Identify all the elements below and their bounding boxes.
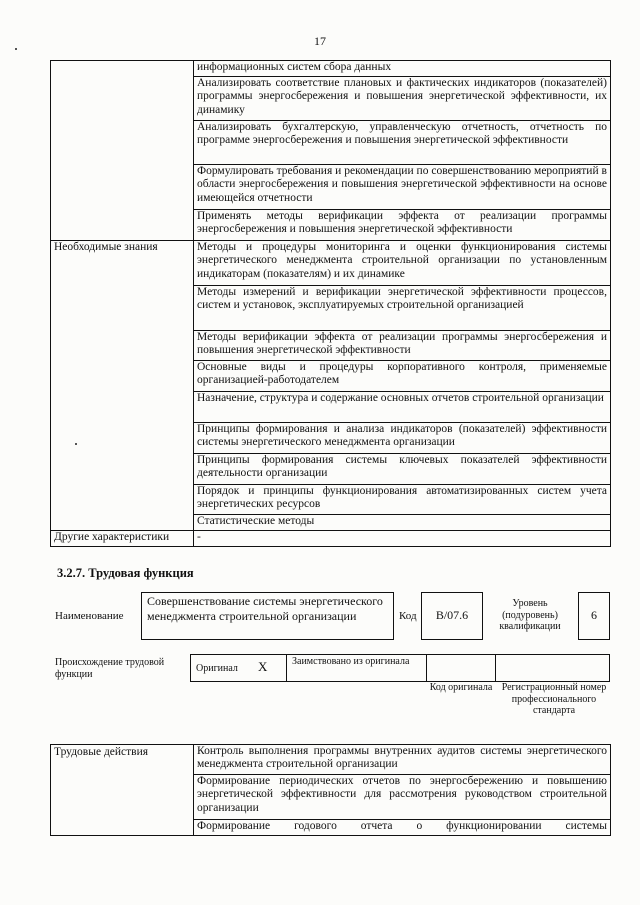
- row-text: Принципы формирования системы ключевых показателей эффективности деятельности организации: [194, 454, 611, 485]
- section-heading: 3.2.7. Трудовая функция: [57, 566, 194, 580]
- name-value: Совершенствование системы энергетического менеджмента строительной организации: [141, 592, 394, 640]
- actions-label: Трудовые действия: [51, 745, 194, 836]
- table-row: [51, 241, 611, 286]
- origin-label: Происхождение трудовой функции: [55, 657, 165, 680]
- row-text: -: [194, 531, 611, 547]
- registration-number-box: [495, 654, 610, 682]
- row-text: Формирование годового отчета о функционировании системы: [194, 820, 611, 836]
- code-caption: Код оригинала: [429, 682, 493, 693]
- row-text: Формирование периодических отчетов по энергосбережению и повышению энергетической эффективности для рассмотрения руководством строительной организации: [194, 775, 611, 820]
- borrowed-label: Заимствовано из оригинала: [292, 656, 410, 667]
- level-value: 6: [578, 592, 610, 640]
- level-label: Уровень (подуровень) квалификации: [499, 598, 561, 632]
- table-row: [51, 531, 611, 547]
- row-text: Применять методы верификации эффекта от реализации программы энергосбережения и повышения энергетической эффективности: [194, 210, 611, 241]
- table-row: [51, 61, 611, 77]
- row-text: Методы и процедуры мониторинга и оценки функционирования системы энергетического менеджмента строительной организации по установленным индикаторам (показателям) и их динамике: [194, 241, 611, 286]
- original-mark: X: [258, 659, 268, 674]
- actions-table: [50, 744, 611, 836]
- row-text: Порядок и принципы функционирования автоматизированных систем учета энергетических ресурсов: [194, 485, 611, 515]
- row-text: Основные виды и процедуры корпоративного контроля, применяемые организацией-работодателем: [194, 361, 611, 392]
- scan-speck: [15, 48, 17, 50]
- row-text: Методы верификации эффекта от реализации программы энергосбережения и повышения энергетической эффективности: [194, 331, 611, 361]
- registration-caption: Регистрационный номер профессионального стандарта: [501, 682, 607, 716]
- row-label: Необходимые знания: [51, 241, 194, 531]
- code-value: B/07.6: [421, 592, 483, 640]
- table-row: [51, 745, 611, 775]
- row-text: Принципы формирования и анализа индикаторов (показателей) эффективности системы энергетического менеджмента организации: [194, 423, 611, 454]
- original-code-box: [426, 654, 496, 682]
- row-label: Другие характеристики: [51, 531, 194, 547]
- row-text: Методы измерений и верификации энергетической эффективности процессов, систем и установок, эксплуатируемых строительной организацией: [194, 286, 611, 331]
- row-text: Контроль выполнения программы внутренних аудитов системы энергетического менеджмента строительной организации: [194, 745, 611, 775]
- row-text: Анализировать бухгалтерскую, управленческую отчетность, отчетность по программе энергосбережения и повышения энергетической эффективности: [194, 121, 611, 165]
- row-label: [51, 61, 194, 241]
- page-number: 17: [314, 34, 326, 48]
- row-text: Формулировать требования и рекомендации по совершенствованию мероприятий в области энергосбережения и повышения энергетической эффективности на основе имеющейся отчетности: [194, 165, 611, 210]
- row-text: Назначение, структура и содержание основных отчетов строительной организации: [194, 392, 611, 423]
- knowledge-table: [50, 60, 611, 547]
- row-text: Статистические методы: [194, 515, 611, 531]
- original-label: Оригинал: [196, 663, 238, 674]
- row-text: Анализировать соответствие плановых и фактических индикаторов (показателей) программы энергосбережения и повышения энергетической эффективности, их динамику: [194, 77, 611, 121]
- row-text: информационных систем сбора данных: [194, 61, 611, 77]
- code-label: Код: [399, 610, 417, 622]
- name-label: Наименование: [55, 610, 124, 622]
